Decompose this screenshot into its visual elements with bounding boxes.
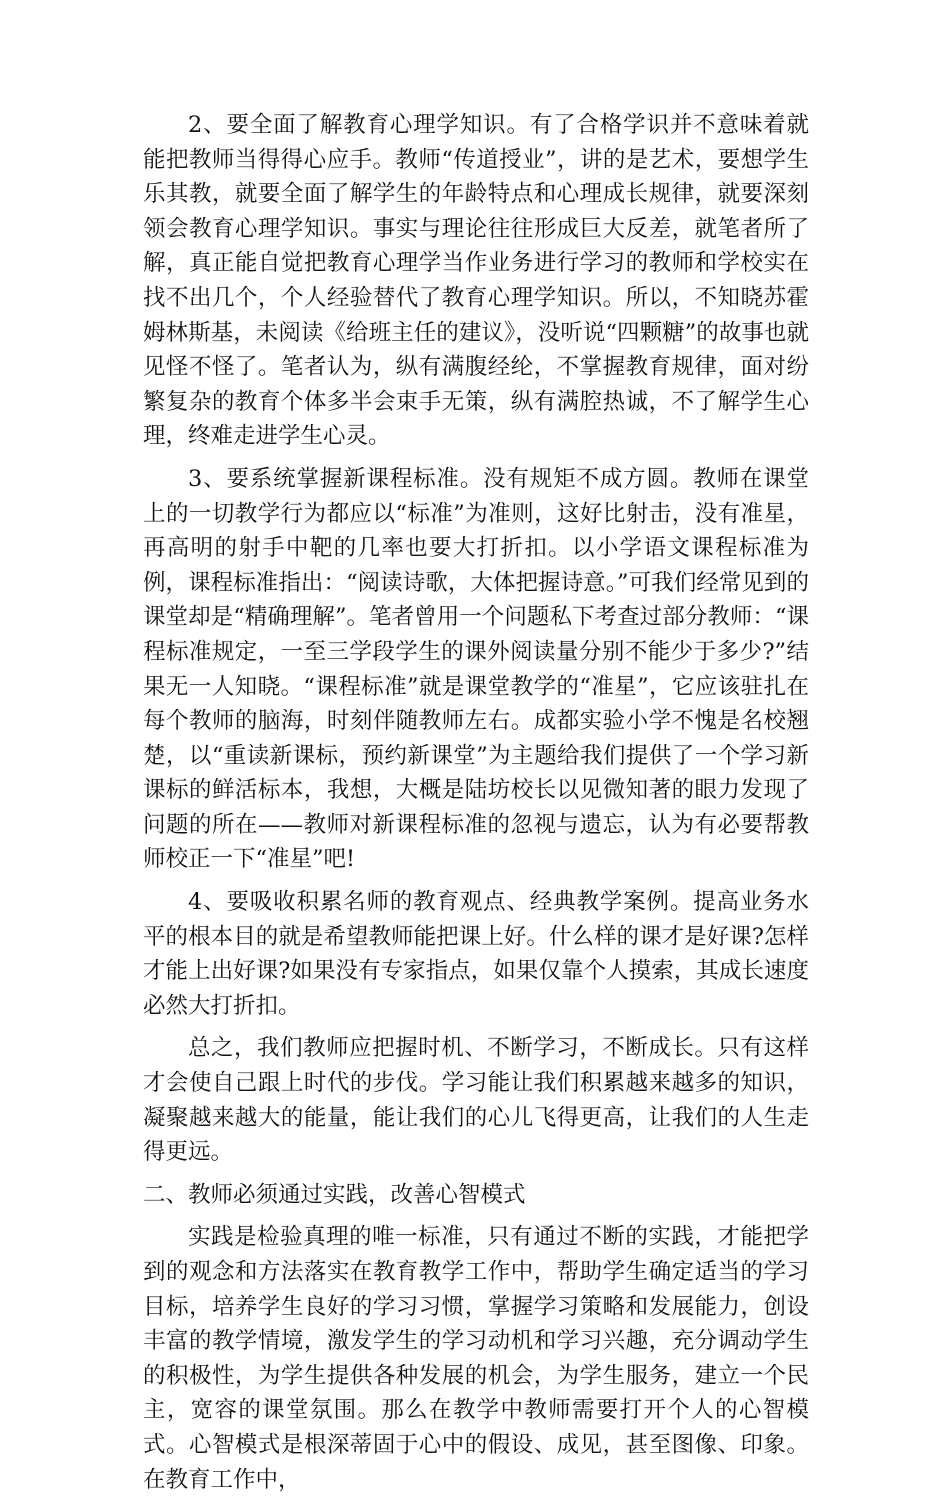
paragraph-summary: 总之，我们教师应把握时机、不断学习，不断成长。只有这样才会使自己跟上时代的步伐。学习能让我们积累越来越多的知识，凝聚越来越大的能量，能让我们的心儿飞得更高，让我们的人生走得更远。 [143,1035,809,1166]
paragraph-practice: 实践是检验真理的唯一标准，只有通过不断的实践，才能把学到的观念和方法落实在教育教学工作中，帮助学生确定适当的学习目标，培养学生良好的学习习惯，掌握学习策略和发展能力，创设丰富的教学情境，激发学生的学习动机和学习兴趣，充分调动学生的积极性，为学生提供各种发展的机会，为学生服务，建立一个民主，宽容的课堂氛围。那么在教学中教师需要打开个人的心智模式。心智模式是根深蒂固于心中的假设、成见，甚至图像、印象。在教育工作中， [143,1224,809,1493]
document-body [143,108,809,1505]
paragraph-educational-psychology: 2、要全面了解教育心理学知识。有了合格学识并不意味着就能把教师当得得心应手。教师“传道授业”，讲的是艺术，要想学生乐其教，就要全面了解学生的年龄特点和心理成长规律，就要深刻领会教育心理学知识。事实与理论往往形成巨大反差，就笔者所了解，真正能自觉把教育心理学当作业务进行学习的教师和学校实在找不出几个，个人经验替代了教育心理学知识。所以，不知晓苏霍姆林斯基，未阅读《给班主任的建议》，没听说“四颗糖”的故事也就见怪不怪了。笔者认为，纵有满腹经纶，不掌握教育规律，面对纷繁复杂的教育个体多半会束手无策，纵有满腔热诚，不了解学生心理，终难走进学生心灵。 [143,112,809,450]
paragraph-master-teachers: 4、要吸收积累名师的教育观点、经典教学案例。提高业务水平的根本目的就是希望教师能把课上好。什么样的课才是好课?怎样才能上出好课?如果没有专家指点，如果仅靠个人摸索，其成长速度必然大打折扣。 [143,889,809,1019]
section-heading: 二、教师必须通过实践，改善心智模式 [143,1181,526,1208]
paragraph-curriculum-standards: 3、要系统掌握新课程标准。没有规矩不成方圆。教师在课堂上的一切教学行为都应以“标准”为准则，这好比射击，没有准星，再高明的射手中靶的几率也要大打折扣。以小学语文课程标准为例，课程标准指出：“阅读诗歌，大体把握诗意。”可我们经常见到的课堂却是“精确理解”。笔者曾用一个问题私下考查过部分教师：“课程标准规定，一至三学段学生的课外阅读量分别不能少于多少?”结果无一人知晓。“课程标准”就是课堂教学的“准星”，它应该驻扎在每个教师的脑海，时刻伴随教师左右。成都实验小学不愧是名校翘楚，以“重读新课标，预约新课堂”为主题给我们提供了一个学习新课标的鲜活标本，我想，大概是陆坊校长以见微知著的眼力发现了问题的所在——教师对新课程标准的忽视与遗忘，认为有必要帮教师校正一下“准星”吧! [143,465,809,873]
